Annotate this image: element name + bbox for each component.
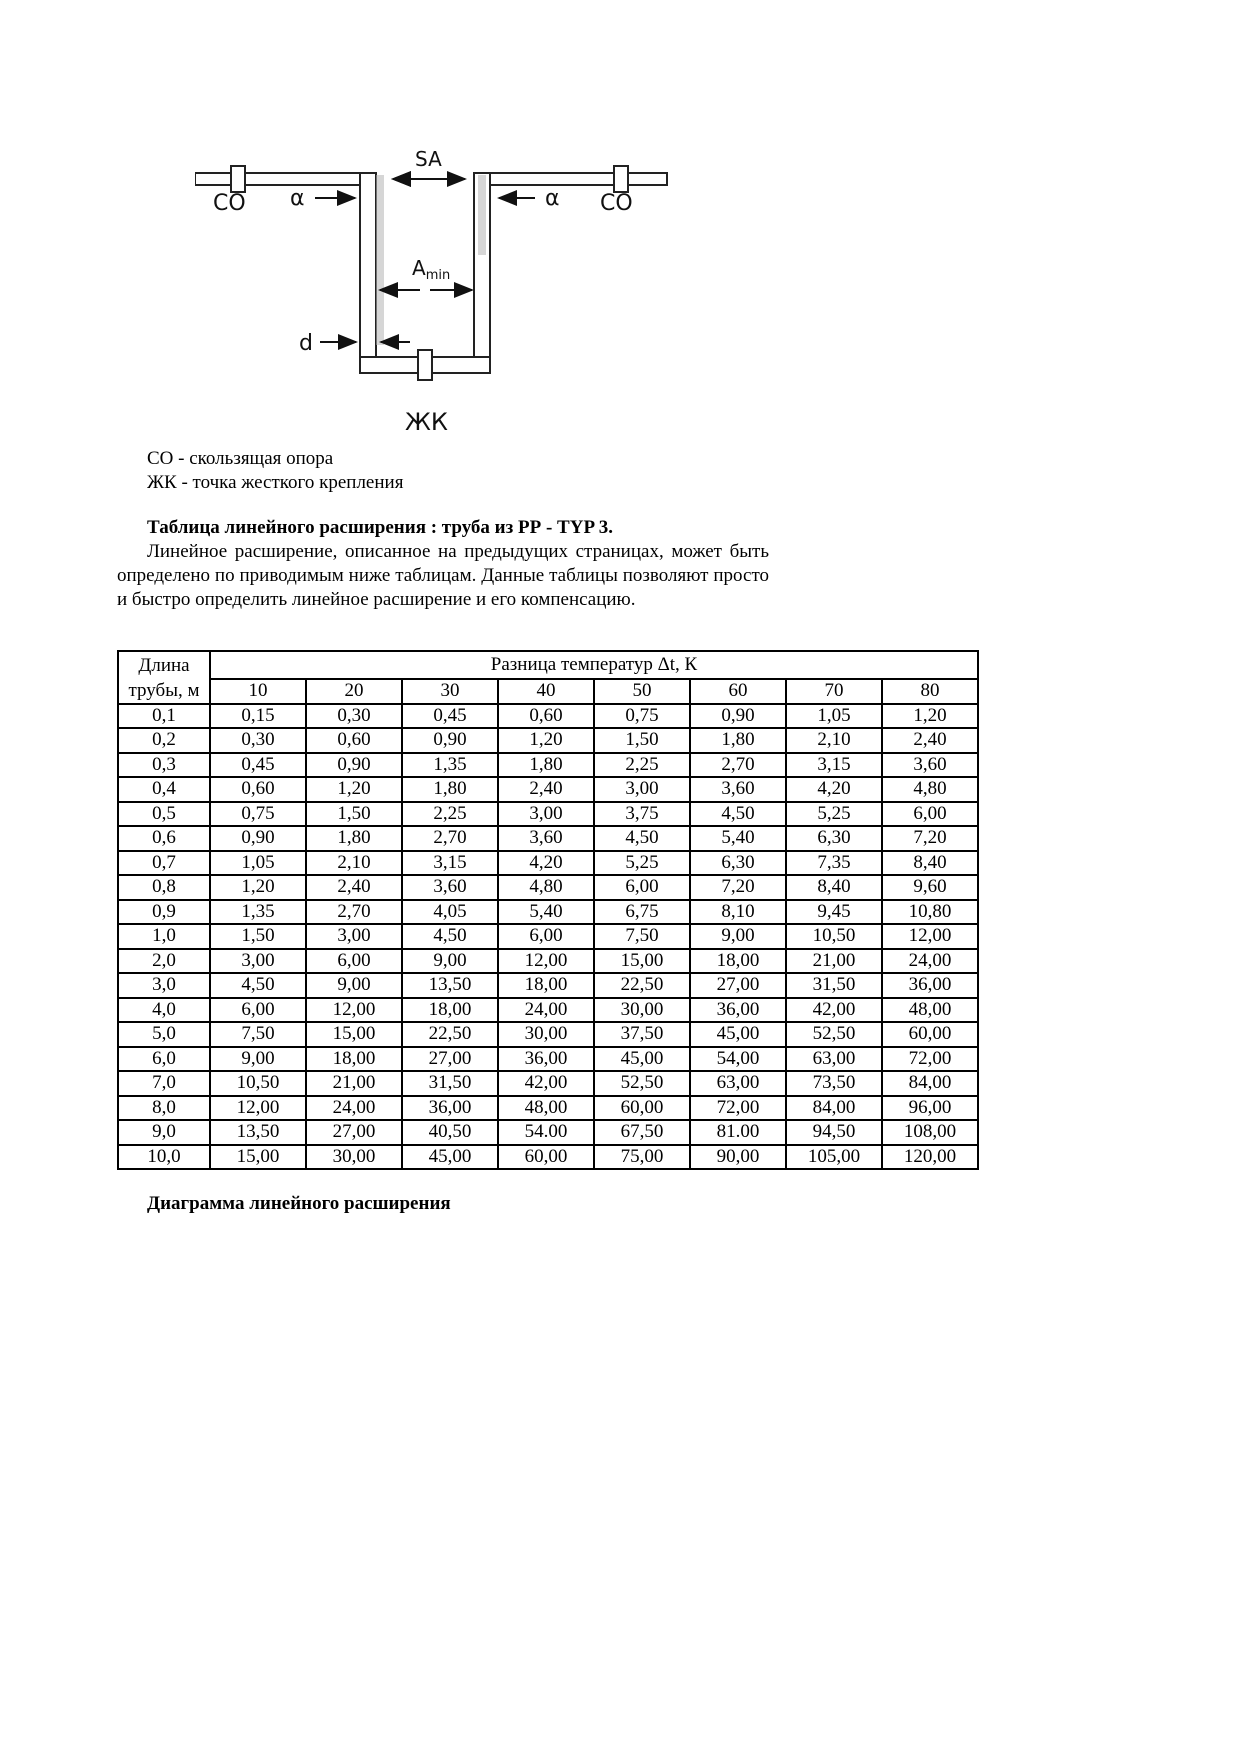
pipe-length-cell: 0,5 — [118, 802, 210, 827]
expansion-value-cell: 37,50 — [594, 1022, 690, 1047]
expansion-value-cell: 5,25 — [786, 802, 882, 827]
pipe-length-cell: 3,0 — [118, 973, 210, 998]
expansion-value-cell: 7,50 — [210, 1022, 306, 1047]
co-left-label: CO — [213, 191, 246, 216]
expansion-value-cell: 2,70 — [690, 753, 786, 778]
expansion-value-cell: 15,00 — [306, 1022, 402, 1047]
expansion-value-cell: 6,00 — [306, 949, 402, 974]
pipe-length-cell: 4,0 — [118, 998, 210, 1023]
table-header-row — [118, 651, 978, 679]
expansion-value-cell: 27,00 — [306, 1120, 402, 1145]
expansion-value-cell: 1,20 — [306, 777, 402, 802]
expansion-value-cell: 3,00 — [498, 802, 594, 827]
expansion-value-cell: 9,60 — [882, 875, 978, 900]
expansion-value-cell: 52,50 — [594, 1071, 690, 1096]
expansion-value-cell: 6,30 — [690, 851, 786, 876]
table-row — [118, 728, 978, 753]
expansion-value-cell: 21,00 — [786, 949, 882, 974]
expansion-value-cell: 60,00 — [882, 1022, 978, 1047]
expansion-value-cell: 2,10 — [306, 851, 402, 876]
expansion-value-cell: 13,50 — [402, 973, 498, 998]
pipe-length-cell: 0,7 — [118, 851, 210, 876]
expansion-value-cell: 0,30 — [306, 704, 402, 729]
table-row — [118, 1096, 978, 1121]
expansion-value-cell: 72,00 — [690, 1096, 786, 1121]
table-row — [118, 753, 978, 778]
dt-column-header: 10 — [210, 679, 306, 704]
expansion-value-cell: 0,60 — [306, 728, 402, 753]
zhk-label: ЖК — [405, 408, 448, 436]
expansion-value-cell: 9,00 — [306, 973, 402, 998]
expansion-value-cell: 0,90 — [402, 728, 498, 753]
sa-label: SA — [415, 150, 442, 171]
expansion-value-cell: 12,00 — [882, 924, 978, 949]
expansion-value-cell: 2,70 — [306, 900, 402, 925]
expansion-value-cell: 63,00 — [690, 1071, 786, 1096]
expansion-value-cell: 1,80 — [306, 826, 402, 851]
expansion-value-cell: 1,05 — [786, 704, 882, 729]
expansion-value-cell: 42,00 — [498, 1071, 594, 1096]
expansion-value-cell: 40,50 — [402, 1120, 498, 1145]
expansion-value-cell: 5,25 — [594, 851, 690, 876]
expansion-value-cell: 3,60 — [690, 777, 786, 802]
expansion-value-cell: 36,00 — [402, 1096, 498, 1121]
expansion-value-cell: 0,90 — [306, 753, 402, 778]
expansion-value-cell: 13,50 — [210, 1120, 306, 1145]
expansion-value-cell: 1,35 — [402, 753, 498, 778]
pipe-length-cell: 1,0 — [118, 924, 210, 949]
expansion-value-cell: 5,40 — [690, 826, 786, 851]
expansion-value-cell: 12,00 — [306, 998, 402, 1023]
expansion-value-cell: 4,50 — [690, 802, 786, 827]
dt-column-header: 30 — [402, 679, 498, 704]
expansion-value-cell: 120,00 — [882, 1145, 978, 1170]
expansion-value-cell: 30,00 — [306, 1145, 402, 1170]
expansion-value-cell: 24,00 — [306, 1096, 402, 1121]
table-row — [118, 1145, 978, 1170]
expansion-value-cell: 6,30 — [786, 826, 882, 851]
expansion-value-cell: 45,00 — [402, 1145, 498, 1170]
pipe-length-cell: 0,6 — [118, 826, 210, 851]
expansion-value-cell: 3,15 — [402, 851, 498, 876]
expansion-value-cell: 30,00 — [594, 998, 690, 1023]
expansion-value-cell: 63,00 — [786, 1047, 882, 1072]
expansion-value-cell: 4,80 — [498, 875, 594, 900]
pipe-length-cell: 9,0 — [118, 1120, 210, 1145]
expansion-value-cell: 105,00 — [786, 1145, 882, 1170]
expansion-value-cell: 18,00 — [402, 998, 498, 1023]
expansion-value-cell: 3,75 — [594, 802, 690, 827]
table-row — [118, 973, 978, 998]
expansion-value-cell: 0,30 — [210, 728, 306, 753]
expansion-value-cell: 7,20 — [882, 826, 978, 851]
expansion-value-cell: 54.00 — [498, 1120, 594, 1145]
expansion-value-cell: 3,15 — [786, 753, 882, 778]
legend-co: СО - скользящая опора — [147, 448, 334, 469]
length-header-top: Длина — [118, 651, 210, 679]
expansion-value-cell: 45,00 — [690, 1022, 786, 1047]
expansion-value-cell: 24,00 — [498, 998, 594, 1023]
expansion-value-cell: 60,00 — [594, 1096, 690, 1121]
expansion-value-cell: 48,00 — [882, 998, 978, 1023]
pipe-length-cell: 10,0 — [118, 1145, 210, 1170]
expansion-value-cell: 60,00 — [498, 1145, 594, 1170]
expansion-value-cell: 0,45 — [210, 753, 306, 778]
expansion-value-cell: 3,00 — [594, 777, 690, 802]
expansion-value-cell: 22,50 — [402, 1022, 498, 1047]
expansion-value-cell: 2,40 — [498, 777, 594, 802]
expansion-value-cell: 2,70 — [402, 826, 498, 851]
expansion-value-cell: 42,00 — [786, 998, 882, 1023]
pipe-length-cell: 6,0 — [118, 1047, 210, 1072]
expansion-value-cell: 1,20 — [498, 728, 594, 753]
expansion-value-cell: 3,00 — [210, 949, 306, 974]
expansion-value-cell: 1,35 — [210, 900, 306, 925]
expansion-value-cell: 7,35 — [786, 851, 882, 876]
linear-expansion-table — [117, 650, 979, 1170]
alpha-left-label: α — [290, 186, 305, 211]
expansion-value-cell: 1,80 — [690, 728, 786, 753]
intro-paragraph: Линейное расширение, описанное на предыдущих страницах, может быть определено по приводимым ниже таблицам. Данные таблицы позволяют просто и быстро определить линейное расширение и его компенсацию. — [117, 541, 769, 610]
pipe-length-cell: 0,1 — [118, 704, 210, 729]
expansion-value-cell: 6,00 — [498, 924, 594, 949]
expansion-value-cell: 8,40 — [882, 851, 978, 876]
expansion-value-cell: 4,20 — [498, 851, 594, 876]
table-row — [118, 875, 978, 900]
pipe-length-cell: 8,0 — [118, 1096, 210, 1121]
expansion-value-cell: 15,00 — [210, 1145, 306, 1170]
expansion-value-cell: 0,90 — [690, 704, 786, 729]
table-heading: Таблица линейного расширения : труба из РР - TYP 3. — [147, 517, 614, 538]
table-body — [118, 704, 978, 1170]
expansion-value-cell: 36,00 — [498, 1047, 594, 1072]
expansion-value-cell: 12,00 — [498, 949, 594, 974]
expansion-value-cell: 27,00 — [402, 1047, 498, 1072]
table-row — [118, 1022, 978, 1047]
expansion-value-cell: 1,50 — [594, 728, 690, 753]
expansion-value-cell: 9,45 — [786, 900, 882, 925]
expansion-value-cell: 2,10 — [786, 728, 882, 753]
expansion-value-cell: 12,00 — [210, 1096, 306, 1121]
pipe-length-cell: 0,8 — [118, 875, 210, 900]
dt-column-header: 60 — [690, 679, 786, 704]
table-row — [118, 826, 978, 851]
dt-column-header: 40 — [498, 679, 594, 704]
expansion-value-cell: 6,00 — [594, 875, 690, 900]
expansion-value-cell: 3,60 — [498, 826, 594, 851]
expansion-value-cell: 2,40 — [306, 875, 402, 900]
dt-column-header: 70 — [786, 679, 882, 704]
table-row — [118, 851, 978, 876]
pipe-length-cell: 0,9 — [118, 900, 210, 925]
expansion-value-cell: 9,00 — [210, 1047, 306, 1072]
expansion-value-cell: 0,45 — [402, 704, 498, 729]
expansion-value-cell: 36,00 — [882, 973, 978, 998]
table-row — [118, 1047, 978, 1072]
expansion-value-cell: 48,00 — [498, 1096, 594, 1121]
dt-column-header: 20 — [306, 679, 402, 704]
expansion-value-cell: 0,90 — [210, 826, 306, 851]
pipe-length-cell: 5,0 — [118, 1022, 210, 1047]
co-right-label: CO — [600, 191, 633, 216]
expansion-value-cell: 1,50 — [210, 924, 306, 949]
expansion-value-cell: 10,80 — [882, 900, 978, 925]
expansion-value-cell: 18,00 — [306, 1047, 402, 1072]
expansion-value-cell: 0,75 — [210, 802, 306, 827]
expansion-value-cell: 1,05 — [210, 851, 306, 876]
expansion-value-cell: 4,50 — [594, 826, 690, 851]
expansion-loop-diagram — [195, 150, 685, 440]
expansion-value-cell: 2,25 — [402, 802, 498, 827]
expansion-value-cell: 54,00 — [690, 1047, 786, 1072]
expansion-value-cell: 7,50 — [594, 924, 690, 949]
expansion-value-cell: 5,40 — [498, 900, 594, 925]
expansion-value-cell: 84,00 — [786, 1096, 882, 1121]
expansion-value-cell: 9,00 — [402, 949, 498, 974]
expansion-value-cell: 1,20 — [882, 704, 978, 729]
table-subheader-row — [118, 679, 978, 704]
expansion-value-cell: 96,00 — [882, 1096, 978, 1121]
expansion-value-cell: 21,00 — [306, 1071, 402, 1096]
expansion-value-cell: 15,00 — [594, 949, 690, 974]
expansion-value-cell: 94,50 — [786, 1120, 882, 1145]
expansion-value-cell: 18,00 — [498, 973, 594, 998]
table-row — [118, 802, 978, 827]
a-min-label: $A_{min}$ — [412, 256, 451, 283]
dt-column-header: 50 — [594, 679, 690, 704]
expansion-value-cell: 4,50 — [210, 973, 306, 998]
legend-zhk: ЖК - точка жесткого крепления — [147, 472, 404, 493]
expansion-value-cell: 6,00 — [882, 802, 978, 827]
expansion-value-cell: 8,10 — [690, 900, 786, 925]
expansion-value-cell: 4,50 — [402, 924, 498, 949]
expansion-value-cell: 31,50 — [402, 1071, 498, 1096]
expansion-value-cell: 6,75 — [594, 900, 690, 925]
length-header-bottom: трубы, м — [118, 679, 210, 704]
expansion-value-cell: 8,40 — [786, 875, 882, 900]
table-row — [118, 1120, 978, 1145]
d-label: d — [299, 331, 313, 356]
expansion-value-cell: 0,75 — [594, 704, 690, 729]
expansion-value-cell: 4,80 — [882, 777, 978, 802]
expansion-value-cell: 84,00 — [882, 1071, 978, 1096]
expansion-value-cell: 31,50 — [786, 973, 882, 998]
pipe-length-cell: 2,0 — [118, 949, 210, 974]
expansion-value-cell: 27,00 — [690, 973, 786, 998]
expansion-value-cell: 67,50 — [594, 1120, 690, 1145]
table-row — [118, 1071, 978, 1096]
expansion-value-cell: 1,80 — [402, 777, 498, 802]
expansion-value-cell: 90,00 — [690, 1145, 786, 1170]
expansion-value-cell: 0,60 — [210, 777, 306, 802]
expansion-value-cell: 2,40 — [882, 728, 978, 753]
expansion-value-cell: 45,00 — [594, 1047, 690, 1072]
expansion-value-cell: 10,50 — [786, 924, 882, 949]
dt-column-header: 80 — [882, 679, 978, 704]
expansion-value-cell: 0,60 — [498, 704, 594, 729]
expansion-value-cell: 3,60 — [882, 753, 978, 778]
expansion-value-cell: 22,50 — [594, 973, 690, 998]
pipe-length-cell: 7,0 — [118, 1071, 210, 1096]
table-row — [118, 777, 978, 802]
table-row — [118, 704, 978, 729]
expansion-value-cell: 3,00 — [306, 924, 402, 949]
expansion-value-cell: 6,00 — [210, 998, 306, 1023]
table-row — [118, 924, 978, 949]
expansion-value-cell: 4,05 — [402, 900, 498, 925]
dt-header: Разница температур Δt, К — [210, 651, 978, 679]
pipe-length-cell: 0,4 — [118, 777, 210, 802]
table-row — [118, 998, 978, 1023]
diagram-heading: Диаграмма линейного расширения — [147, 1193, 451, 1214]
expansion-value-cell: 36,00 — [690, 998, 786, 1023]
pipe-length-cell: 0,2 — [118, 728, 210, 753]
expansion-value-cell: 24,00 — [882, 949, 978, 974]
pipe-length-cell: 0,3 — [118, 753, 210, 778]
expansion-value-cell: 52,50 — [786, 1022, 882, 1047]
alpha-right-label: α — [545, 186, 560, 211]
expansion-value-cell: 7,20 — [690, 875, 786, 900]
expansion-value-cell: 1,80 — [498, 753, 594, 778]
expansion-value-cell: 75,00 — [594, 1145, 690, 1170]
expansion-value-cell: 4,20 — [786, 777, 882, 802]
expansion-value-cell: 3,60 — [402, 875, 498, 900]
expansion-value-cell: 1,50 — [306, 802, 402, 827]
expansion-value-cell: 1,20 — [210, 875, 306, 900]
expansion-value-cell: 72,00 — [882, 1047, 978, 1072]
expansion-value-cell: 0,15 — [210, 704, 306, 729]
expansion-value-cell: 9,00 — [690, 924, 786, 949]
expansion-value-cell: 30,00 — [498, 1022, 594, 1047]
expansion-value-cell: 18,00 — [690, 949, 786, 974]
expansion-value-cell: 73,50 — [786, 1071, 882, 1096]
expansion-value-cell: 81.00 — [690, 1120, 786, 1145]
expansion-value-cell: 10,50 — [210, 1071, 306, 1096]
table-row — [118, 900, 978, 925]
expansion-value-cell: 108,00 — [882, 1120, 978, 1145]
expansion-value-cell: 2,25 — [594, 753, 690, 778]
table-row — [118, 949, 978, 974]
